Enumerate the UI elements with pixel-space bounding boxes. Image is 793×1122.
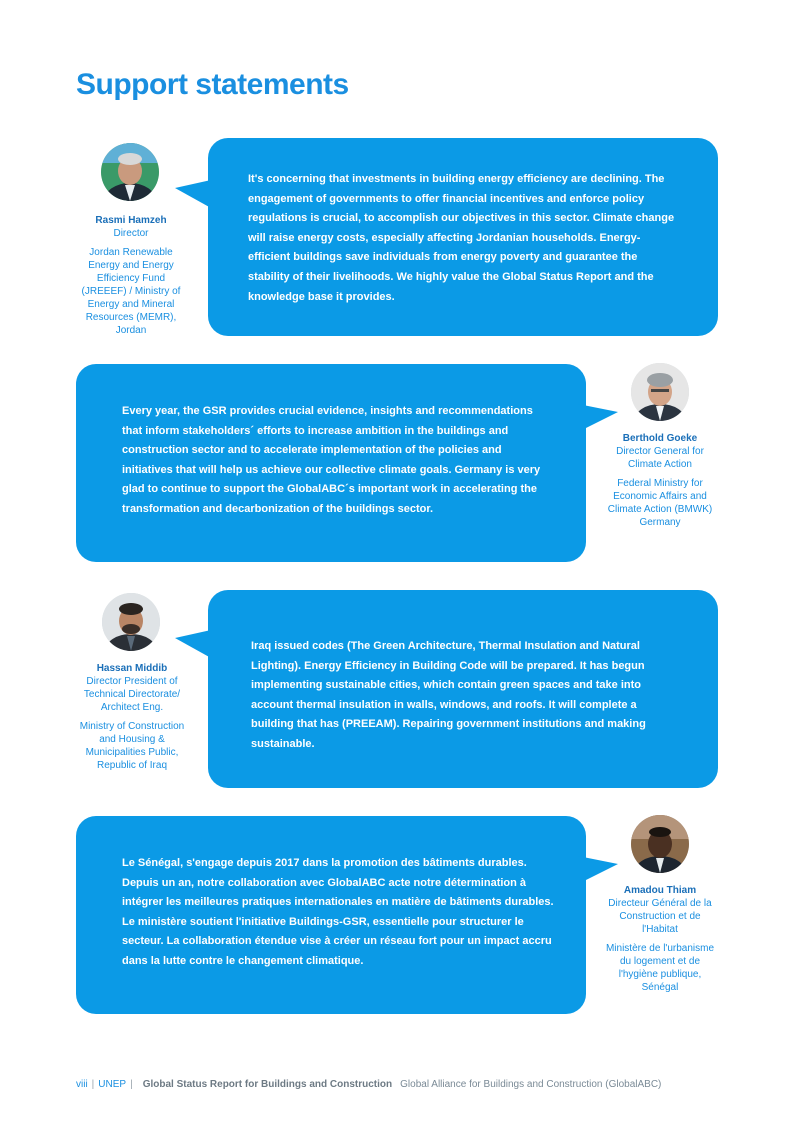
quote-bubble	[208, 590, 718, 788]
page-title: Support statements	[76, 68, 349, 101]
person-info	[76, 214, 186, 337]
person-role: Director President of Technical Directorate/ Architect Eng.	[83, 676, 181, 713]
portrait-image	[631, 815, 689, 873]
quote-text: Iraq issued codes (The Green Architecture, Thermal Insulation and Natural Lighting). Energy Efficiency in Building Code will be prepared. It has begun implementing sustainable cities, which contain green spaces and take into account thermal insulation in walls, windows, and roofs. It will complete a building that has (PREEAM). Repairing government institutions and making sustainable.	[251, 640, 646, 750]
person-name: Rasmi Hamzeh	[95, 215, 167, 226]
quote-text: It's concerning that investments in building energy efficiency are declining. The engagement of governments to offer financial incentives and enforce policy regulations is crucial, to accomplish our objectives in this sector. Climate change will raise energy costs, especially affecting Jordanian households. Energy-efficient buildings save individuals from energy poverty and guarantee the stability of their livelihoods. We highly value the Global Status Report and the knowledge base it provides.	[248, 173, 675, 303]
person-name: Berthold Goeke	[622, 433, 698, 444]
avatar	[631, 363, 689, 421]
person-role: Directeur Général de la Construction et de l'Habitat	[608, 898, 712, 935]
person-role: Director	[113, 228, 149, 239]
portrait-image	[102, 593, 160, 651]
quote-bubble	[208, 138, 718, 336]
person-organization: Federal Ministry for Economic Affairs and Climate Action (BMWK) Germany	[607, 478, 713, 528]
quote-text: Le Sénégal, s'engage depuis 2017 dans la promotion des bâtiments durables. Depuis un an, notre collaboration avec GlobalABC acte notre détermination à intégrer les meilleures pratiques internationales en matière de bâtiments durables. Le ministère soutient l'initiative Buildings-GSR, essentielle pour structurer le secteur. La collaboration étendue vise à créer un réseau fort pour un impact accru dans la lutte contre le changement climatique.	[122, 857, 554, 967]
person-name: Amadou Thiam	[623, 885, 697, 896]
portrait-image	[101, 143, 159, 201]
page-number: viii	[76, 1079, 88, 1090]
footer-separator: |	[91, 1079, 95, 1090]
person-name: Hassan Middib	[96, 663, 168, 674]
avatar	[631, 815, 689, 873]
person-organization: Ministère de l'urbanisme du logement et de l'hygiène publique, Sénégal	[605, 943, 715, 993]
page-footer	[76, 1079, 661, 1090]
quote-bubble	[76, 816, 586, 1014]
person-role: Director General for Climate Action	[616, 446, 704, 470]
avatar	[101, 143, 159, 201]
footer-publisher: UNEP	[98, 1079, 127, 1090]
quote-text: Every year, the GSR provides crucial evidence, insights and recommendations that inform stakeholders´ efforts to increase ambition in the buildings and construction sector and to accelerate implementation of the policies and initiatives that will help us achieve our collective climate goals. Germany is very glad to continue to support the GlobalABC´s important work in accelerating the transformation and decarbonization of the buildings sector.	[122, 405, 541, 515]
portrait-image	[631, 363, 689, 421]
footer-report-title: Global Status Report for Buildings and Construction	[142, 1079, 393, 1090]
person-info	[604, 884, 716, 994]
footer-separator: |	[130, 1079, 133, 1090]
person-organization: Jordan Renewable Energy and Energy Efficiency Fund (JREEEF) / Ministry of Energy and Mineral Resources (MEMR), Jordan	[81, 247, 181, 336]
person-info	[76, 662, 188, 772]
quote-bubble	[76, 364, 586, 562]
person-organization: Ministry of Construction and Housing & Municipalities Public, Republic of Iraq	[79, 721, 185, 771]
person-info	[604, 432, 716, 529]
avatar	[102, 593, 160, 651]
footer-alliance: Global Alliance for Buildings and Construction (GlobalABC)	[400, 1079, 662, 1090]
